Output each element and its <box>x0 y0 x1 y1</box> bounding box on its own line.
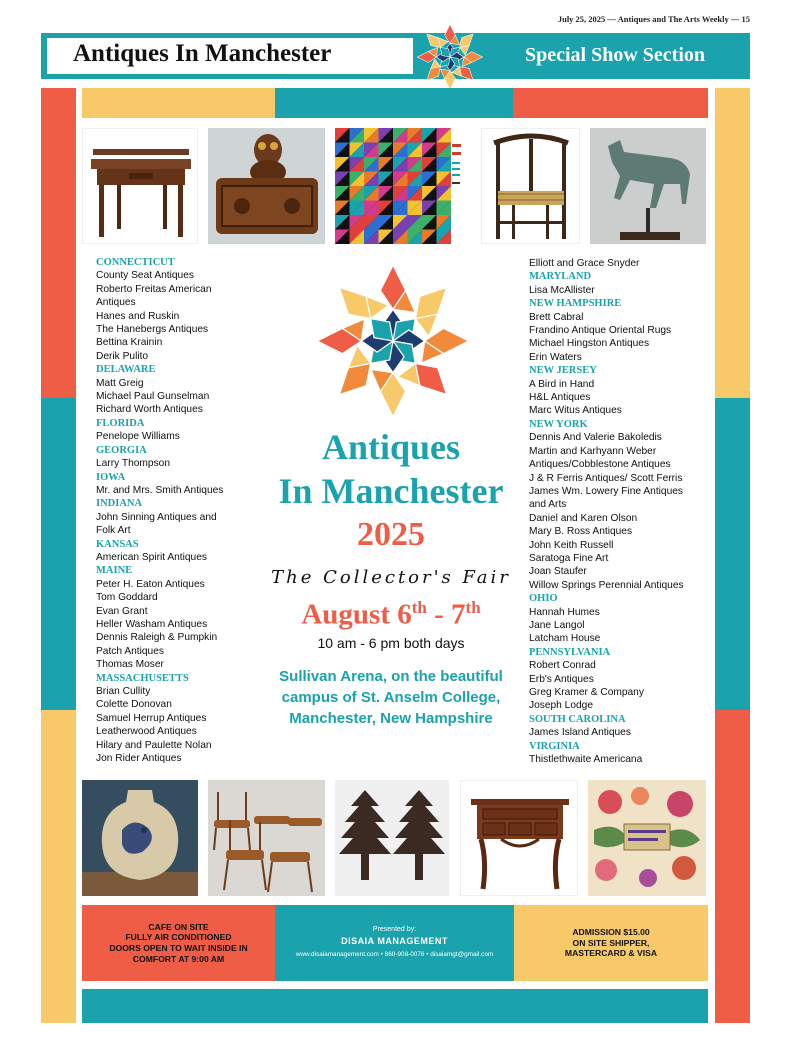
dealer-name: John Sinning Antiques and <box>96 511 217 523</box>
dealer-name: Elliott and Grace Snyder <box>529 258 640 269</box>
dealer-name: Brett Cabral <box>529 311 584 323</box>
dealer-name: Leatherwood Antiques <box>96 726 197 738</box>
quilt-star-logo <box>314 262 472 420</box>
dealer-name: Antiques/Cobblestone Antiques <box>529 459 671 471</box>
dealer-name: Hanes and Ruskin <box>96 310 180 322</box>
state-heading: MAINE <box>96 565 133 577</box>
dealer-name: Latcham House <box>529 633 601 645</box>
state-heading: CONNECTICUT <box>96 257 175 268</box>
dealer-list-left <box>96 256 256 765</box>
dealer-name: Hilary and Paulette Nolan <box>96 739 212 751</box>
dealer-name: and Arts <box>529 499 567 511</box>
photo-wooden-chair <box>481 128 580 244</box>
right-color-frame <box>715 88 750 1023</box>
dealer-name: Colette Donovan <box>96 699 172 711</box>
presented-by-label: Presented by: <box>372 925 417 933</box>
bottom-color-bar <box>82 989 708 1023</box>
dealer-name: Peter H. Eaton Antiques <box>96 578 205 590</box>
photo-needlework-sampler <box>588 780 706 896</box>
lowboy-icon <box>461 781 578 896</box>
amenities-text: CAFE ON SITE FULLY AIR CONDITIONED DOORS OPEN TO WAIT INSIDE IN COMFORT AT 9:00 AM <box>109 921 248 964</box>
show-dates <box>235 590 547 633</box>
running-head: July 25, 2025 — Antiques and The Arts Weekly — 15 <box>557 14 750 24</box>
sampler-icon <box>588 780 706 896</box>
state-heading: INDIANA <box>96 498 143 510</box>
admission-text: ADMISSION $15.00 ON SITE SHIPPER, MASTERCARD & VISA <box>564 927 658 959</box>
state-heading: VIRGINIA <box>529 740 580 752</box>
dates-end-suffix: th <box>465 598 481 617</box>
dealer-name: Heller Washam Antiques <box>96 618 208 630</box>
dealer-name: Daniel and Karen Olson <box>529 512 638 524</box>
dealer-name: Tom Goddard <box>96 592 158 604</box>
photo-antique-table <box>82 128 198 244</box>
show-title-line1: Antiques <box>321 427 461 467</box>
banner-title: Antiques In Manchester <box>73 40 332 67</box>
dealer-name: H&L Antiques <box>529 392 591 404</box>
state-heading: KANSAS <box>96 538 139 550</box>
state-heading: OHIO <box>529 593 558 605</box>
photo-lowboy-table <box>460 780 578 896</box>
photo-carved-owl-box <box>208 128 325 244</box>
presenter-contact: www.disaiamanagement.com • 860-908-0076 • disaiamgt@gmail.com <box>295 950 494 958</box>
dealer-name: Erb's Antiques <box>529 673 594 685</box>
dealer-name: Michael Paul Gunselman <box>96 391 210 403</box>
dates-start: August 6 <box>301 598 412 631</box>
dealer-name: Marc Witus Antiques <box>529 405 622 417</box>
show-venue-line2: campus of St. Anselm College, <box>281 689 501 706</box>
horse-icon <box>590 128 706 244</box>
dealer-name: Penelope Williams <box>96 431 180 443</box>
state-heading: DELAWARE <box>96 364 156 376</box>
dealer-name: Dennis And Valerie Bakoledis <box>529 432 662 444</box>
dealer-name: American Spirit Antiques <box>96 551 207 563</box>
dealer-list-right <box>529 257 711 766</box>
dealer-name: Patch Antiques <box>96 645 164 657</box>
dealer-name: Thistlethwaite Americana <box>529 754 643 766</box>
state-heading: NEW HAMPSHIRE <box>529 298 622 310</box>
dealer-name: Brian Cullity <box>96 686 151 697</box>
state-heading: PENNSYLVANIA <box>529 646 611 658</box>
dealer-name: Michael Hingston Antiques <box>529 338 650 350</box>
chairs-icon <box>208 780 325 896</box>
footer-presenter <box>275 905 514 981</box>
state-heading: GEORGIA <box>96 444 147 456</box>
state-heading: IOWA <box>96 471 126 483</box>
crock-icon <box>82 780 198 896</box>
dealer-name: Jane Langol <box>529 619 585 631</box>
show-tagline: The Collector's Fair <box>271 567 511 588</box>
dealer-name: Bettina Krainin <box>96 337 163 349</box>
state-heading: MARYLAND <box>529 271 592 283</box>
presenter-name: DISAIA MANAGEMENT <box>341 935 448 946</box>
section-label: Special Show Section <box>524 44 706 66</box>
show-title-line2: In Manchester <box>278 471 504 511</box>
footer-admission <box>514 905 708 981</box>
dealer-name: Evan Grant <box>96 605 148 617</box>
carving-icon <box>208 128 325 244</box>
dealer-name: Mr. and Mrs. Smith Antiques <box>96 484 224 496</box>
dealer-name: Lisa McAllister <box>529 284 595 296</box>
dealer-name: Joan Staufer <box>529 566 587 578</box>
dealer-name: Samuel Herrup Antiques <box>96 712 207 724</box>
top-color-bar <box>82 88 708 118</box>
dealer-name: Saratoga Fine Art <box>529 552 609 564</box>
dealer-name: Antiques <box>96 297 136 309</box>
show-hours: 10 am - 6 pm both days <box>317 635 465 651</box>
dealer-name: Richard Worth Antiques <box>96 404 203 416</box>
left-color-frame <box>41 88 76 1023</box>
photo-quilt <box>335 128 463 244</box>
photo-iron-trees <box>335 780 449 896</box>
tree-icon <box>335 780 449 896</box>
dealer-name: James Island Antiques <box>529 727 631 739</box>
quilt-star-logo-small <box>416 23 484 91</box>
dealer-name: Hannah Humes <box>529 606 600 618</box>
state-heading: NEW JERSEY <box>529 365 597 377</box>
photo-stoneware-crock <box>82 780 198 896</box>
photo-horse-weathervane <box>590 128 706 244</box>
dates-start-suffix: th <box>411 598 427 617</box>
show-venue-line3: Manchester, New Hampshire <box>289 710 493 727</box>
dealer-name: Willow Springs Perennial Antiques <box>529 579 684 591</box>
dealer-name: Larry Thompson <box>96 458 170 470</box>
dates-end: - 7 <box>426 598 466 631</box>
table-icon <box>83 129 198 244</box>
quilt-icon <box>335 128 463 244</box>
dealer-name: Frandino Antique Oriental Rugs <box>529 325 672 337</box>
dealer-name: James Wm. Lowery Fine Antiques <box>529 485 684 497</box>
dealer-name: The Hanebergs Antiques <box>96 324 209 336</box>
dealer-name: Robert Conrad <box>529 660 596 672</box>
dealer-name: J & R Ferris Antiques/ Scott Ferris <box>529 472 683 484</box>
dealer-name: County Seat Antiques <box>96 270 194 282</box>
dealer-name: Martin and Karhyann Weber <box>529 445 657 457</box>
dealer-name: Derik Pulito <box>96 350 149 362</box>
chair-icon <box>482 129 580 244</box>
state-heading: FLORIDA <box>96 417 145 429</box>
dealer-name: Jon Rider Antiques <box>96 753 182 765</box>
show-year: 2025 <box>357 516 425 553</box>
state-heading: NEW YORK <box>529 418 588 430</box>
photo-windsor-chairs <box>208 780 325 896</box>
footer-amenities <box>82 905 275 981</box>
state-heading: MASSACHUSETTS <box>96 672 189 684</box>
dealer-name: Joseph Lodge <box>529 700 594 712</box>
state-heading: SOUTH CAROLINA <box>529 713 626 725</box>
dealer-name: Greg Kramer & Company <box>529 687 644 698</box>
dealer-name: A Bird in Hand <box>529 378 595 390</box>
dealer-name: Mary B. Ross Antiques <box>529 526 633 538</box>
dealer-name: Folk Art <box>96 525 131 537</box>
dealer-name: Matt Greig <box>96 377 144 389</box>
dealer-name: Thomas Moser <box>96 659 164 671</box>
show-venue-line1: Sullivan Arena, on the beautiful <box>279 668 503 685</box>
dealer-name: Roberto Freitas American <box>96 283 212 295</box>
dealer-name: Dennis Raleigh & Pumpkin <box>96 632 218 644</box>
dealer-name: Erin Waters <box>529 351 582 363</box>
dealer-name: John Keith Russell <box>529 539 614 551</box>
